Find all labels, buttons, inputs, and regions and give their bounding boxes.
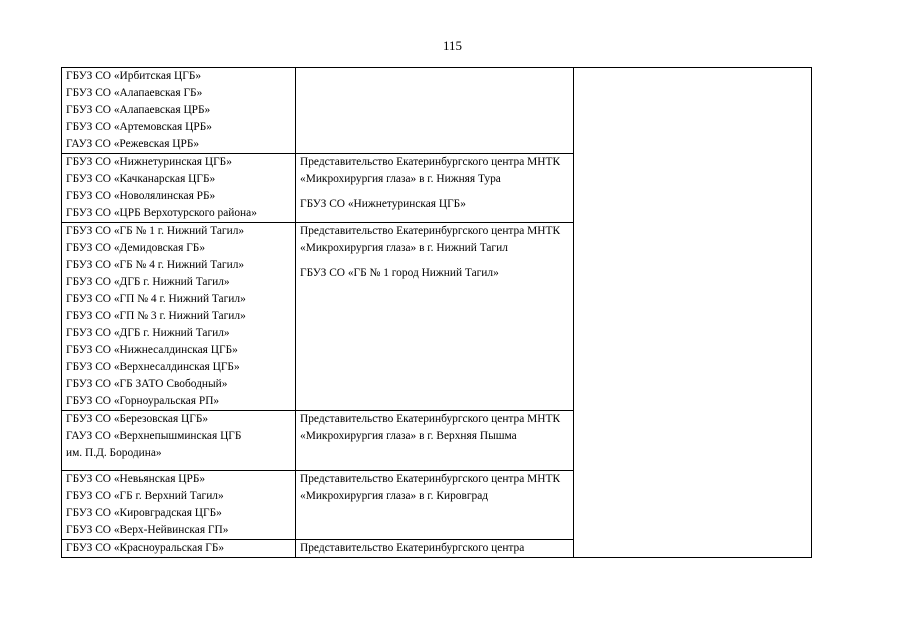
- institution-name: ГБУЗ СО «Горноуральская РП»: [66, 395, 220, 407]
- institution-name: ГБУЗ СО «ГБ № 4 г. Нижний Тагил»: [66, 259, 245, 271]
- institution-name: ГБУЗ СО «ГБ г. Верхний Тагил»: [66, 490, 224, 502]
- institution-name: ГБУЗ СО «Демидовская ГБ»: [66, 242, 206, 254]
- table-row: [62, 68, 812, 154]
- representative-office: Представительство Екатеринбургского центра МНТК «Микрохирургия глаза» в г. Кировград: [300, 473, 561, 502]
- institutions-cell: [62, 68, 296, 154]
- institutions-cell: [62, 411, 296, 471]
- institution-name: ГБУЗ СО «Красноуральская ГБ»: [66, 542, 225, 554]
- institution-name: ГБУЗ СО «Нижнесалдинская ЦГБ»: [66, 344, 238, 356]
- page-number: 115: [442, 38, 463, 53]
- institution-name: ГАУЗ СО «Режевская ЦРБ»: [66, 138, 200, 150]
- institution-name: ГБУЗ СО «Алапаевская ГБ»: [66, 87, 203, 99]
- representative-cell: [296, 154, 574, 223]
- institution-name: ГБУЗ СО «Верхнесалдинская ЦГБ»: [66, 361, 240, 373]
- institution-name: ГБУЗ СО «Алапаевская ЦРБ»: [66, 104, 211, 116]
- institutions-cell: [62, 471, 296, 540]
- institution-name: ГБУЗ СО «Нижнетуринская ЦГБ»: [66, 156, 232, 168]
- institution-name: ГБУЗ СО «ГП № 3 г. Нижний Тагил»: [66, 310, 246, 322]
- institution-name: ГБУЗ СО «ДГБ г. Нижний Тагил»: [66, 276, 230, 288]
- representative-cell: [296, 223, 574, 411]
- representative-cell: [296, 540, 574, 558]
- representative-office: Представительство Екатеринбургского центра МНТК «Микрохирургия глаза» в г. Верхняя Пышма: [300, 413, 561, 442]
- institution-name: ГБУЗ СО «Новолялинская РБ»: [66, 190, 216, 202]
- representative-office: Представительство Екатеринбургского центра МНТК «Микрохирургия глаза» в г. Нижняя Тура: [300, 156, 561, 185]
- institution-name: ГБУЗ СО «ЦРБ Верхотурского района»: [66, 207, 257, 219]
- institutions-cell: [62, 223, 296, 411]
- institution-name: ГБУЗ СО «Верх-Нейвинская ГП»: [66, 524, 229, 536]
- row-spacer: [66, 462, 291, 470]
- institution-name: ГБУЗ СО «ГБ № 1 г. Нижний Тагил»: [66, 225, 245, 237]
- institution-name: ГБУЗ СО «Артемовская ЦРБ»: [66, 121, 212, 133]
- institutions-cell: [62, 540, 296, 558]
- representative-cell: [296, 68, 574, 154]
- notes-cell: [574, 68, 812, 558]
- institution-name: ГБУЗ СО «Качканарская ЦГБ»: [66, 173, 216, 185]
- institutions-cell: [62, 154, 296, 223]
- institution-name: ГБУЗ СО «Ирбитская ЦГБ»: [66, 70, 202, 82]
- representative-office: Представительство Екатеринбургского центра МНТК «Микрохирургия глаза» в г. Нижний Тагил: [300, 225, 561, 254]
- representative-office: Представительство Екатеринбургского центра: [300, 542, 525, 554]
- institution-name: ГБУЗ СО «ГП № 4 г. Нижний Тагил»: [66, 293, 246, 305]
- institution-name: ГБУЗ СО «ГБ ЗАТО Свободный»: [66, 378, 228, 390]
- institution-name: им. П.Д. Бородина»: [66, 447, 162, 459]
- representative-cell: [296, 471, 574, 540]
- base-institution: ГБУЗ СО «Нижнетуринская ЦГБ»: [300, 198, 466, 210]
- referral-table: [61, 67, 812, 558]
- representative-cell: [296, 411, 574, 471]
- institution-name: ГБУЗ СО «Кировградская ЦГБ»: [66, 507, 222, 519]
- base-institution: ГБУЗ СО «ГБ № 1 город Нижний Тагил»: [300, 267, 499, 279]
- institution-name: ГБУЗ СО «Невьянская ЦРБ»: [66, 473, 206, 485]
- institution-name: ГБУЗ СО «Березовская ЦГБ»: [66, 413, 209, 425]
- institution-name: ГАУЗ СО «Верхнепышминская ЦГБ: [66, 430, 242, 442]
- institution-name: ГБУЗ СО «ДГБ г. Нижний Тагил»: [66, 327, 230, 339]
